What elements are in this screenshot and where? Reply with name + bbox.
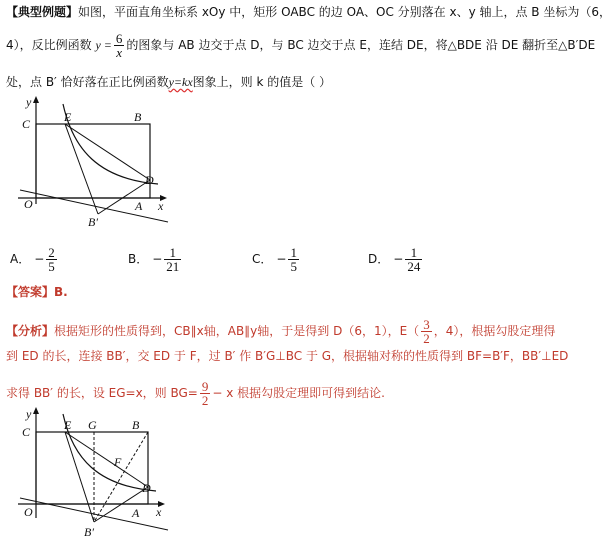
fig1-rectangle — [36, 124, 150, 198]
fig1-hyperbola — [63, 104, 158, 184]
problem-text-3a: 处，点 B′ 恰好落在正比例函数 — [6, 75, 169, 89]
fig1-y-arrow — [33, 96, 39, 103]
choice-d[interactable] — [368, 246, 424, 273]
problem-line-1 — [6, 4, 611, 20]
fig2-label-e: E — [64, 418, 72, 432]
analysis-fraction-3 — [200, 380, 211, 407]
analysis-tag: 【分析】 — [6, 324, 55, 338]
analysis-fraction-3-den: 2 — [201, 393, 209, 408]
analysis-line-2 — [6, 348, 568, 364]
problem-text-3b: 图象上，则 k 的值是（ ） — [192, 75, 332, 89]
choice-d-label: D． — [368, 252, 390, 266]
fig1-label-d: D — [145, 173, 154, 187]
analysis-text-1a: 根据矩形的性质得到，CB∥x轴，AB∥y轴，于是得到 D（6，1），E（ — [54, 324, 420, 338]
figure-2 — [8, 404, 178, 544]
problem-line-3 — [6, 74, 331, 90]
fig1-label-e: E — [64, 110, 72, 124]
analysis-fraction-1-num: 3 — [423, 317, 430, 332]
fig1-label-o: O — [24, 197, 33, 211]
fig2-label-b: B — [132, 418, 140, 432]
fig1-label-b-prime: B′ — [88, 215, 98, 229]
choice-b-sign: − — [152, 252, 163, 266]
function-numerator: 6 — [115, 31, 123, 46]
choice-a[interactable] — [10, 246, 59, 273]
choice-d-sign: − — [393, 252, 404, 266]
analysis-fraction-1-den: 2 — [423, 331, 430, 346]
fig2-label-d: D — [142, 481, 151, 495]
fig2-label-x: x — [156, 505, 162, 519]
problem-text-1: 如图，平面直角坐标系 xOy 中，矩形 OABC 的边 OA、OC 分别落在 x、y 轴上，点 B 坐标为（6， — [78, 5, 611, 19]
analysis-fraction-3-num: 9 — [201, 379, 209, 394]
choice-a-sign: − — [34, 252, 45, 266]
choice-c-fraction — [288, 246, 299, 273]
fig2-hyperbola — [63, 414, 156, 491]
fig2-label-o: O — [24, 505, 33, 519]
fig1-label-x: x — [158, 199, 164, 213]
choice-d-num: 1 — [405, 246, 422, 260]
fig2-label-a: A — [132, 506, 140, 520]
analysis-line-1 — [6, 318, 555, 345]
choice-a-num: 2 — [48, 245, 55, 260]
answer-line — [6, 284, 68, 300]
choice-b[interactable] — [128, 246, 183, 273]
choice-d-fraction — [405, 246, 422, 273]
choice-c-sign: − — [276, 252, 287, 266]
analysis-text-3a: 求得 BB′ 的长，设 EG=x，则 BG= — [6, 386, 198, 400]
answer-text: B. — [54, 285, 68, 299]
fig2-label-c: C — [22, 425, 31, 439]
fig1-label-y: y — [26, 95, 32, 109]
fig1-label-c: C — [22, 117, 31, 131]
fig1-label-a: A — [135, 199, 143, 213]
choice-c-num: 1 — [290, 245, 297, 260]
analysis-line-3 — [6, 380, 385, 407]
choice-a-den: 5 — [48, 259, 55, 274]
fig2-label-g: G — [88, 418, 97, 432]
choice-d-den: 24 — [407, 259, 421, 274]
choice-b-num: 1 — [164, 246, 181, 260]
fig2-y-arrow — [33, 407, 39, 414]
analysis-fraction-1 — [421, 318, 432, 345]
fig1-segment-ed — [65, 124, 150, 180]
fig2-label-y: y — [26, 407, 32, 421]
problem-text-2b: 的图象与 AB 边交于点 D，与 BC 边交于点 E，连结 DE，将△BDE 沿 DE 翻折至△B′DE — [126, 38, 596, 52]
choice-b-label: B． — [128, 252, 149, 266]
analysis-text-2: 到 ED 的长，连接 BB′，交 ED 于 F，过 B′ 作 B′G⊥BC 于 G，根据轴对称的性质得到 BF=B′F，BB′⊥ED — [6, 349, 569, 363]
fig2-segment-ed — [65, 432, 148, 487]
fig2-label-b-prime: B′ — [84, 525, 94, 539]
fig1-label-b: B — [134, 110, 142, 124]
fig2-label-f: F — [114, 455, 122, 469]
fig2-segment-bb-prime — [94, 432, 148, 522]
problem-line-2 — [6, 32, 595, 59]
function-lhs: y = — [95, 38, 112, 52]
linear-function: y=kx — [168, 75, 193, 89]
analysis-text-1b: ，4），根据勾股定理得 — [433, 324, 556, 338]
choice-b-den: 21 — [166, 259, 180, 274]
choice-a-fraction — [46, 246, 57, 273]
figure-1 — [8, 94, 178, 244]
problem-text-2a: 4），反比例函数 — [6, 38, 92, 52]
choice-a-label: A． — [10, 252, 31, 266]
analysis-text-3b: − x 根据勾股定理即可得到结论. — [212, 386, 385, 400]
problem-tag: 【典型例题】 — [6, 5, 79, 19]
choice-c-label: C． — [252, 252, 273, 266]
function-denominator: x — [116, 45, 123, 60]
choice-c-den: 5 — [290, 259, 297, 274]
function-fraction — [114, 32, 125, 59]
answer-tag: 【答案】 — [6, 285, 55, 299]
choice-c[interactable] — [252, 246, 301, 273]
choice-b-fraction — [164, 246, 181, 273]
